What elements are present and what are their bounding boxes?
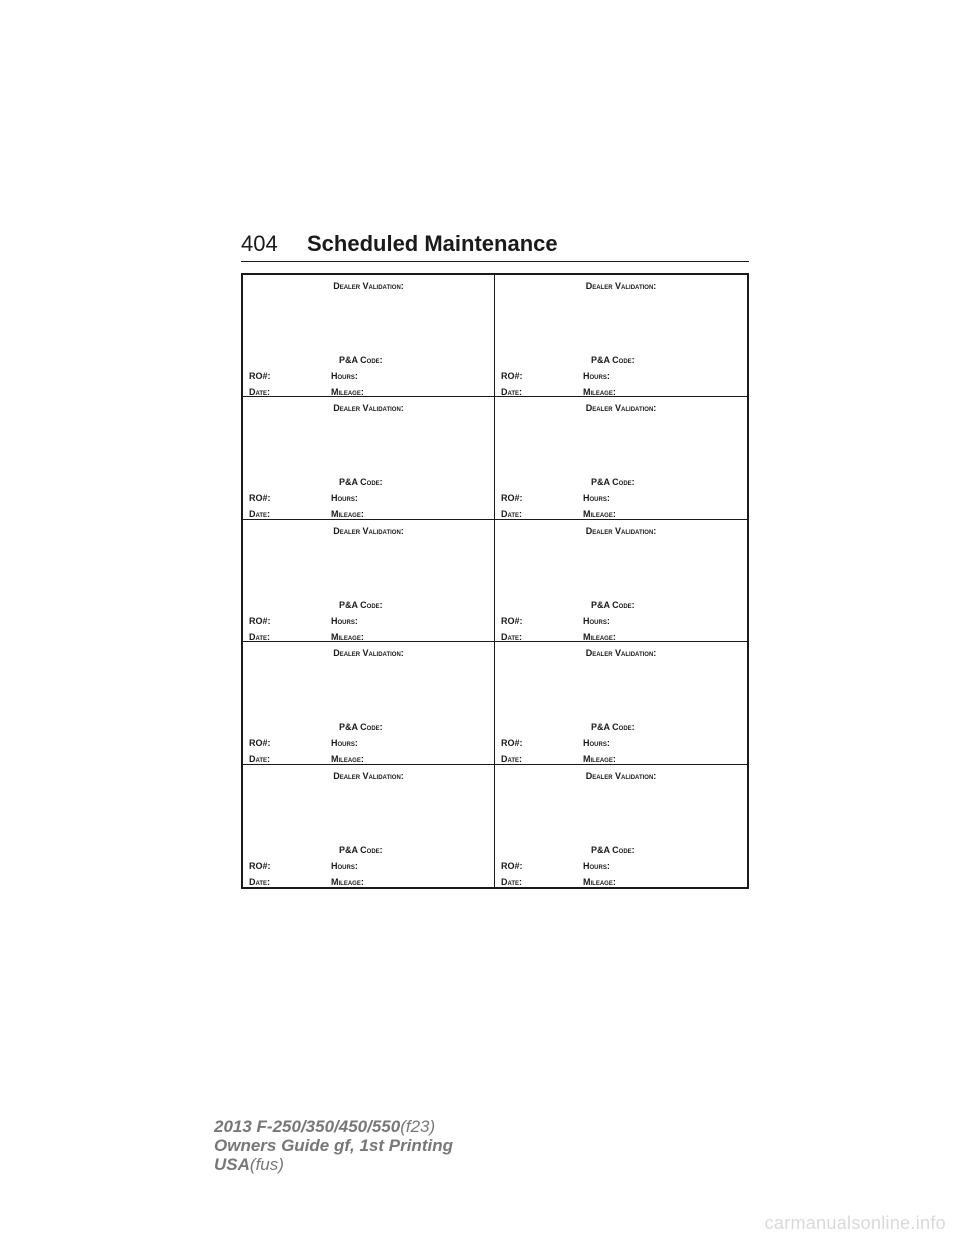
validation-card [243,765,495,887]
date-label: Date: [249,876,271,887]
dealer-validation-label: Dealer Validation: [333,281,404,291]
pa-code-label: P&A Code: [591,722,635,733]
validation-card [495,520,747,642]
ro-number-label: RO#: [501,615,523,626]
footer-line-region: USA(fus) [214,1155,284,1174]
section-title: Scheduled Maintenance [307,231,558,256]
pa-code-label: P&A Code: [591,599,635,610]
mileage-label: Mileage: [331,876,364,887]
hours-label: Hours: [331,738,358,749]
ro-number-label: RO#: [249,860,271,871]
ro-number-label: RO#: [501,493,523,504]
hours-label: Hours: [583,738,610,749]
date-label: Date: [501,631,523,642]
hours-label: Hours: [583,493,610,504]
validation-card [243,520,495,642]
footer-line-model: 2013 F-250/350/450/550(f23) [214,1117,436,1136]
date-label: Date: [249,631,271,642]
dealer-validation-label: Dealer Validation: [333,648,404,659]
mileage-label: Mileage: [331,509,364,520]
document-footer [214,1117,453,1174]
validation-card [243,642,495,764]
page-number: 404 [241,231,278,256]
validation-card [495,642,747,764]
date-label: Date: [501,387,523,397]
hours-label: Hours: [331,493,358,504]
ro-number-label: RO#: [249,738,271,749]
validation-grid [241,273,749,889]
ro-number-label: RO#: [249,615,271,626]
mileage-label: Mileage: [583,509,616,520]
mileage-label: Mileage: [583,876,616,887]
validation-card [495,275,747,397]
mileage-label: Mileage: [583,387,616,397]
hours-label: Hours: [331,860,358,871]
mileage-label: Mileage: [331,631,364,642]
date-label: Date: [501,509,523,520]
mileage-label: Mileage: [583,754,616,765]
validation-card [243,275,495,397]
dealer-validation-label: Dealer Validation: [585,525,657,536]
validation-card [495,397,747,519]
mileage-label: Mileage: [583,631,616,642]
pa-code-label: P&A Code: [591,355,635,365]
pa-code-label: P&A Code: [591,477,635,488]
hours-label: Hours: [583,615,610,626]
hours-label: Hours: [331,371,358,381]
hours-label: Hours: [331,615,358,626]
dealer-validation-label: Dealer Validation: [585,648,657,659]
date-label: Date: [501,754,523,765]
validation-card [243,397,495,519]
dealer-validation-label: Dealer Validation: [333,403,404,414]
pa-code-label: P&A Code: [339,477,383,488]
ro-number-label: RO#: [249,493,271,504]
dealer-validation-label: Dealer Validation: [585,281,657,291]
dealer-validation-label: Dealer Validation: [585,403,657,414]
hours-label: Hours: [583,371,610,381]
dealer-validation-label: Dealer Validation: [333,770,404,781]
date-label: Date: [249,387,271,397]
dealer-validation-label: Dealer Validation: [585,770,657,781]
date-label: Date: [501,876,523,887]
ro-number-label: RO#: [501,738,523,749]
date-label: Date: [249,509,271,520]
pa-code-label: P&A Code: [339,355,383,365]
page-header [241,230,749,258]
mileage-label: Mileage: [331,387,364,397]
pa-code-label: P&A Code: [339,599,383,610]
pa-code-label: P&A Code: [339,844,383,855]
mileage-label: Mileage: [331,754,364,765]
validation-card [495,765,747,887]
watermark: carmanualsonline.info [764,1213,946,1233]
ro-number-label: RO#: [501,860,523,871]
date-label: Date: [249,754,271,765]
pa-code-label: P&A Code: [339,722,383,733]
header-divider [241,261,749,262]
ro-number-label: RO#: [249,371,271,381]
hours-label: Hours: [583,860,610,871]
ro-number-label: RO#: [501,371,523,381]
dealer-validation-label: Dealer Validation: [333,525,404,536]
footer-line-guide: Owners Guide gf, 1st Printing [214,1136,453,1155]
pa-code-label: P&A Code: [591,844,635,855]
